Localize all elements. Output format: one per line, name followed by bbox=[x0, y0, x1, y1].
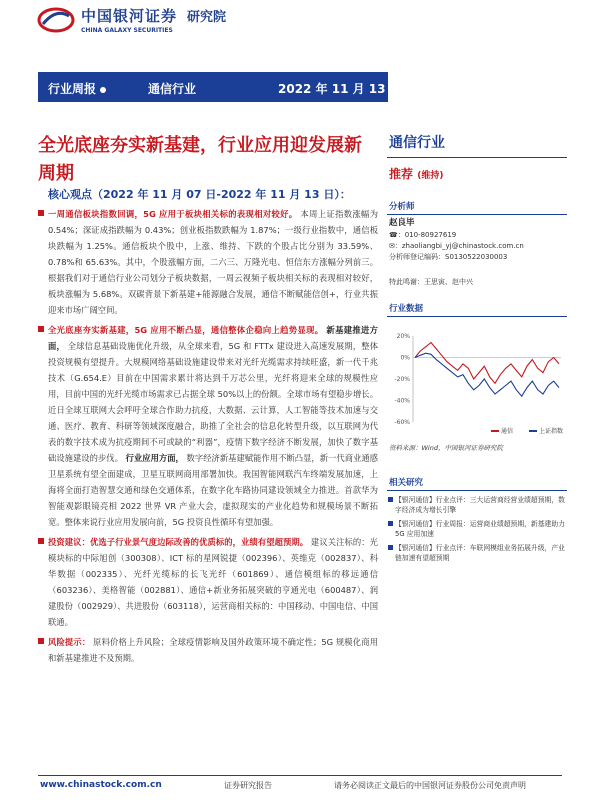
related-item[interactable]: 【银河通信】行业周报：运营商业绩超预期，新基建助力 5G 应用加速 bbox=[387, 519, 567, 539]
paragraph-body: 原料价格上升风险；全球疫情影响及国外政策环境不确定性；5G 规模化商用和新基建推进不及预期。 bbox=[48, 637, 378, 663]
bullet-icon bbox=[38, 638, 44, 644]
footer-url-link[interactable]: www.chinastock.com.cn bbox=[40, 780, 162, 790]
y-tick-label: 0% bbox=[400, 354, 410, 362]
y-tick-label: -40% bbox=[394, 397, 410, 405]
footer-divider bbox=[38, 775, 562, 776]
industry-chart bbox=[387, 330, 567, 438]
paragraph-body: 全球信息基础设施优化升级，从全球来看，5G 和 FTTx 建设进入高速发展期，整体投资规模有望提升。大规模网络基础设施建设带来对光纤光缆需求持续旺盛，新一代千兆技术（G.654.E）目前在中国需求累计将达到千万芯公里，光纤将迎来全球的规模性应用，目前中国的光纤光缆市场需求已占据全球 50%以上的份额。全球市场有望稳步增长。近日全球互联网大会呼吁全球合作助力抗疫，大数据、云计算，人工智能等技术加速与交通、医疗、教育、科研等领域深度融合，助推了全社会的信息化转型升级，以互联网为代表的数字技术成为抗疫期间不可或缺的“利器”，疫情下数字经济不断发展，加快了数字基础设施建设的步伐。 bbox=[48, 341, 378, 463]
analyst-heading: 分析师 bbox=[387, 200, 567, 215]
rating-value: 推荐 bbox=[389, 167, 414, 181]
paragraph-lead: 一周通信板块指数回调，5G 应用于板块相关标的表现相对较好。 bbox=[48, 209, 298, 219]
paragraph-body: 建议关注标的：光模块标的中际旭创（300308）、ICT 标的星网锐捷（002396）、英维克（002837）、科华数据（002335）、光纤光缆标的长飞光纤（601869）、通信模组标的移远通信（603236）、美格智能（002881）、通信+新业务拓展突破的亨通光电（600487）、润建股份（002929）、共进股份（603118），运营商相关标的：中国移动、中国电信、中国联通。 bbox=[48, 537, 378, 627]
dot-icon bbox=[100, 87, 106, 93]
company-logo bbox=[37, 5, 226, 34]
series-line-1 bbox=[415, 353, 559, 396]
report-header-bar bbox=[38, 72, 402, 102]
report-title: 全光底座夯实新基建，行业应用迎发展新周期 bbox=[38, 135, 362, 184]
acknowledgement: 特此鸣谢：王思寅、赵中兴 bbox=[389, 278, 473, 286]
institute-label: 研究院 bbox=[187, 10, 227, 25]
rating bbox=[387, 165, 567, 182]
paragraph-infrastructure bbox=[38, 322, 378, 530]
paragraph-lead: 投资建议：优选子行业景气度边际改善的优质标的，业绩有望超预期。 bbox=[48, 537, 309, 547]
galaxy-logo-icon bbox=[37, 6, 75, 34]
related-item[interactable]: 【银河通信】行业点评：车联网模组业务拓展升级，产业链加速有望超预期 bbox=[387, 543, 567, 563]
y-tick-label: -20% bbox=[394, 376, 410, 383]
logo-en-text: CHINA GALAXY SECURITIES bbox=[81, 27, 173, 34]
footer-report-label: 证券研究报告 bbox=[224, 781, 272, 790]
paragraph-subhead: 新基建推进方面， bbox=[48, 325, 378, 351]
square-bullet-icon bbox=[388, 521, 393, 526]
sidebar-industry: 通信行业 bbox=[387, 130, 567, 158]
analyst-name: 赵良毕 bbox=[389, 218, 415, 228]
rating-note: (维持) bbox=[417, 171, 444, 181]
related-heading: 相关研究 bbox=[387, 476, 567, 491]
y-tick-label: -60% bbox=[394, 419, 410, 426]
bullet-icon bbox=[38, 326, 44, 332]
core-view-heading: 核心观点（2022 年 11 月 07 日-2022 年 11 月 13 日）： bbox=[48, 188, 351, 201]
analyst-email: ✉：zhaoliangbi_yj@chinastock.com.cn bbox=[389, 242, 524, 250]
chart-heading: 行业数据 bbox=[387, 302, 567, 317]
paragraph-lead: 全光底座夯实新基建，5G 应用不断凸显，通信整体企稳向上趋势显现。 bbox=[48, 325, 324, 335]
bullet-icon bbox=[38, 538, 44, 544]
analyst-phone: ☎：010-80927619 bbox=[389, 231, 457, 239]
related-research bbox=[387, 476, 567, 563]
chart-source: 资料来源：Wind，中国银河证券研究院 bbox=[389, 444, 503, 452]
paragraph-lead: 风险提示： bbox=[48, 637, 91, 647]
related-item[interactable]: 【银河通信】行业点评：三大运营商经营业绩超预期，数字经济成为增长引擎 bbox=[387, 495, 567, 515]
square-bullet-icon bbox=[388, 497, 393, 502]
report-date: 2022 年 11 月 13 日 bbox=[278, 82, 402, 96]
footer-disclaimer: 请务必阅读正文最后的中国银河证券股份公司免责声明 bbox=[334, 781, 526, 790]
paragraph-market bbox=[38, 206, 378, 318]
bullet-icon bbox=[38, 210, 44, 216]
paragraph-subhead: 行业应用方面， bbox=[125, 453, 184, 463]
sidebar bbox=[387, 130, 567, 317]
industry-label: 通信行业 bbox=[148, 82, 197, 96]
report-type: 行业周报 bbox=[48, 80, 106, 97]
analyst-cert: 分析师登记编码：S0130522030003 bbox=[389, 253, 508, 261]
logo-cn-text: 中国银河证券 bbox=[81, 7, 178, 25]
y-tick-label: 20% bbox=[396, 333, 410, 340]
legend-label: 上证指数 bbox=[539, 428, 564, 435]
paragraph-risk bbox=[38, 634, 378, 666]
paragraph-body: 本周上证指数涨幅为 0.54%；深证成指跌幅为 0.43%；创业板指数跌幅为 1.87%；一级行业指数中，通信板块跌幅为 1.25%。通信板块个股中，上涨、维持、下跌的个股占比分别为 33.59%、0.78%和 65.63%。其中，个股涨幅方面，二六三、万隆光电、恒信东方涨幅分列前三。根据我们对于通信行业公司划分子板块数据，一周云视频子板块相关标的表现相对较好，板块涨幅为 5.68%。双碳背景下新基建+能源融合发展，通信不断赋能信创+，行业共振迎来市场广阔空间。 bbox=[48, 209, 378, 315]
series-line-0 bbox=[415, 343, 559, 384]
paragraph-investment bbox=[38, 534, 378, 630]
main-content bbox=[38, 206, 378, 670]
legend-label: 通信 bbox=[501, 428, 514, 435]
industry-line-chart bbox=[387, 330, 567, 438]
paragraph-body: 数字经济新基建赋能作用不断凸显，新一代商业通感卫星系统有望全面建成，卫星互联网商用部署加快。我国智能网联汽车终端发展加速，上海将全面打造智慧交通和绿色交通体系，在数字化车路协同建设领域全力推进。首款华为智能观影眼镜亮相 2022 世界 VR 产业大会，虚拟现实的产业化趋势和规模场景不断拓宽。整体来说行业应用发展向前，5G 投资良性循环有望加强。 bbox=[48, 453, 378, 527]
square-bullet-icon bbox=[388, 545, 393, 550]
